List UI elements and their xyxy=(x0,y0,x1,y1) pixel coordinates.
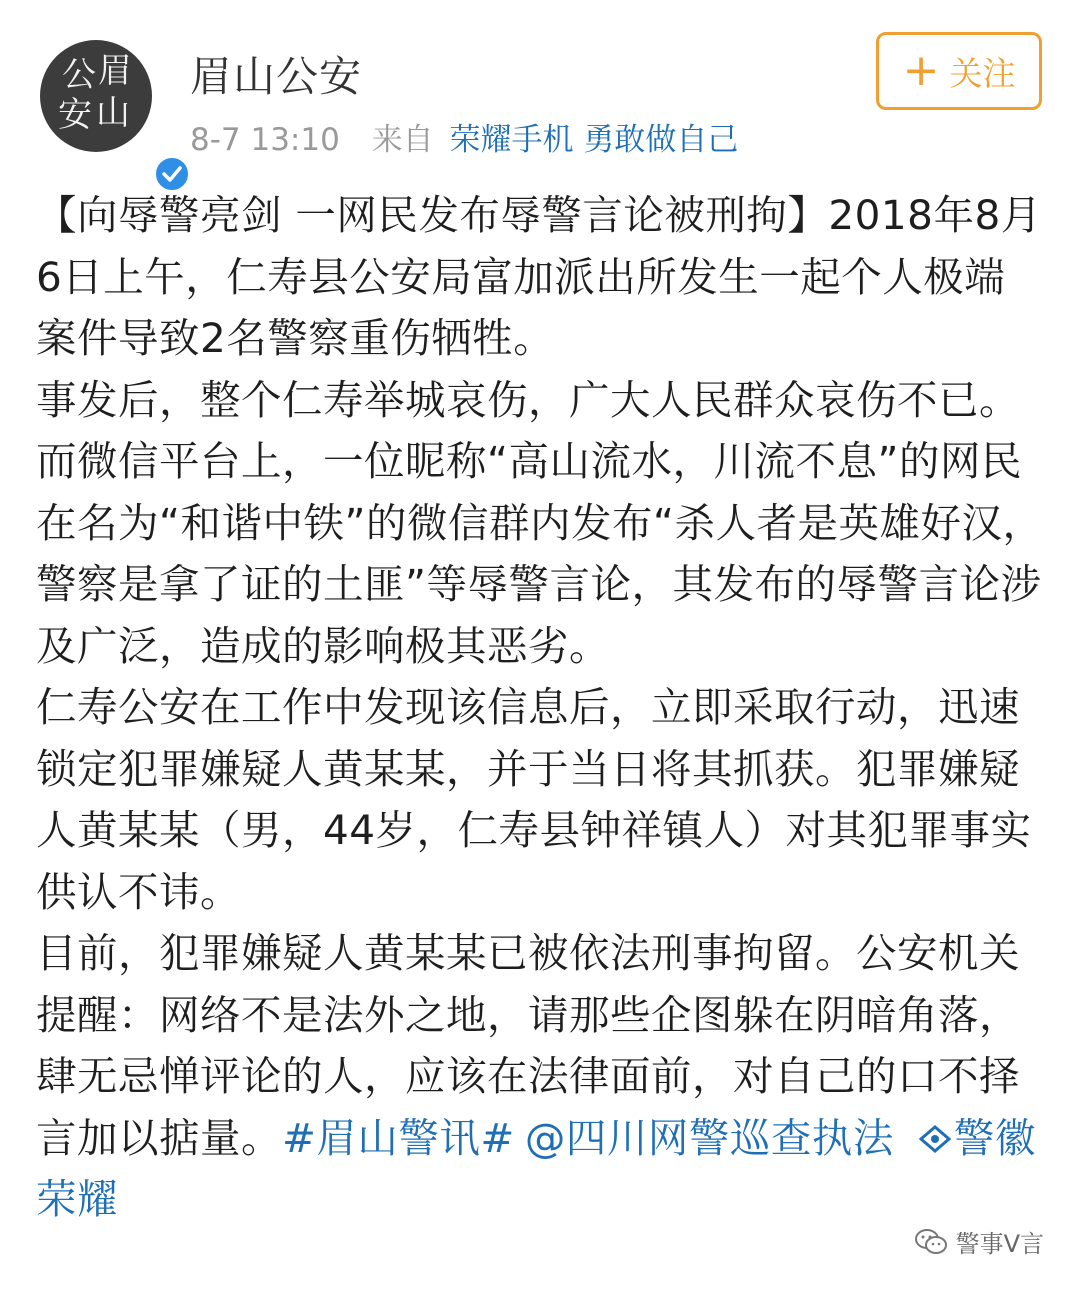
post-paragraph: 事发后，整个仁寿举城哀伤，广大人民群众哀伤不已。而微信平台上，一位昵称“高山流水，川流不息”的网民在名为“和谐中铁”的微信群内发布“杀人者是英雄好汉，警察是拿了证的土匪”等辱警言论，其发布的辱警言论涉及广泛，造成的影响极其恶劣。 xyxy=(36,375,1044,670)
post-body xyxy=(36,185,1044,1231)
avatar-seal xyxy=(40,40,152,152)
from-label: 来自 xyxy=(371,122,434,158)
mention-link[interactable]: @四川网警巡查执法 xyxy=(524,1113,894,1162)
avatar-char: 眉 xyxy=(98,51,132,91)
badge-label: 警徽荣耀 xyxy=(36,1113,1036,1223)
user-name[interactable]: 眉山公安 xyxy=(190,52,363,101)
avatar[interactable] xyxy=(40,40,152,152)
hashtag-link[interactable]: #眉山警讯# xyxy=(282,1113,515,1162)
post-time: 8-7 13:10 xyxy=(190,122,340,158)
avatar-char: 安 xyxy=(58,95,92,135)
post-meta xyxy=(190,114,738,159)
watermark xyxy=(914,1224,1044,1259)
post-paragraph: 【向辱警亮剑 一网民发布辱警言论被刑拘】2018年8月6日上午，仁寿县公安局富加派出所发生一起个人极端案件导致2名警察重伤牺牲。 xyxy=(36,191,1042,362)
badge-icon xyxy=(918,1124,952,1154)
source-link[interactable]: 荣耀手机 勇敢做自己 xyxy=(449,122,739,158)
post-paragraph: 仁寿公安在工作中发现该信息后，立即采取行动，迅速锁定犯罪嫌疑人黄某某，并于当日将其抓获。犯罪嫌疑人黄某某（男，44岁，仁寿县钟祥镇人）对其犯罪事实供认不讳。 xyxy=(36,683,1032,916)
wechat-icon xyxy=(914,1228,948,1256)
post-paragraph: 目前，犯罪嫌疑人黄某某已被依法刑事拘留。公安机关提醒：网络不是法外之地，请那些企图躲在阴暗角落，肆无忌惮评论的人，应该在法律面前，对自己的口不择言加以掂量。 xyxy=(36,929,1020,1162)
avatar-char: 山 xyxy=(96,93,130,133)
follow-label: 关注 xyxy=(949,53,1016,93)
watermark-text: 警事V言 xyxy=(955,1230,1044,1258)
follow-button[interactable] xyxy=(876,32,1042,110)
avatar-char: 公 xyxy=(62,55,96,95)
post-paragraph-last xyxy=(36,923,1044,1231)
plus-icon: + xyxy=(902,45,940,96)
